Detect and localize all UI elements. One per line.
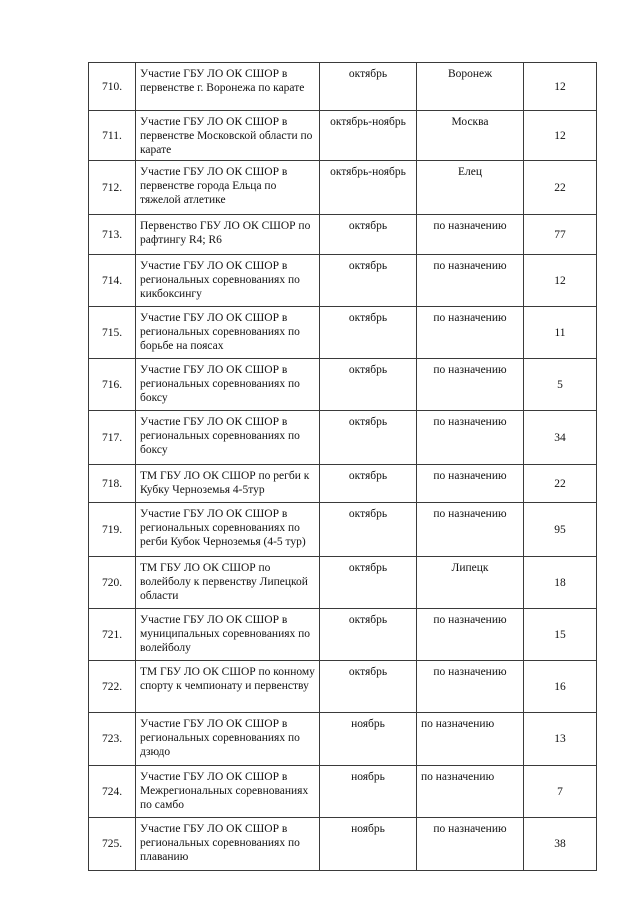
table-row: [89, 359, 597, 411]
table-row: [89, 111, 597, 161]
events-table-body: [89, 63, 597, 871]
participant-count: 11: [524, 307, 597, 359]
table-row: [89, 161, 597, 215]
participant-count: 5: [524, 359, 597, 411]
row-number: 721.: [89, 609, 136, 661]
event-month: октябрь-ноябрь: [320, 111, 417, 161]
table-row: [89, 465, 597, 503]
event-place: по назначению: [417, 766, 524, 818]
event-place: по назначению: [417, 307, 524, 359]
event-place: по назначению: [417, 359, 524, 411]
event-month: октябрь: [320, 609, 417, 661]
row-number: 722.: [89, 661, 136, 713]
event-month: октябрь-ноябрь: [320, 161, 417, 215]
event-name: Участие ГБУ ЛО ОК СШОР в первенстве г. Воронежа по карате: [136, 63, 320, 111]
event-month: ноябрь: [320, 766, 417, 818]
event-name: Участие ГБУ ЛО ОК СШОР в региональных соревнованиях по регби Кубок Черноземья (4-5 тур): [136, 503, 320, 557]
participant-count: 13: [524, 713, 597, 766]
row-number: 716.: [89, 359, 136, 411]
events-table: [88, 62, 597, 871]
row-number: 720.: [89, 557, 136, 609]
participant-count: 95: [524, 503, 597, 557]
event-place: по назначению: [417, 465, 524, 503]
participant-count: 38: [524, 818, 597, 871]
row-number: 724.: [89, 766, 136, 818]
participant-count: 77: [524, 215, 597, 255]
event-name: Участие ГБУ ЛО ОК СШОР в региональных соревнованиях по кикбоксингу: [136, 255, 320, 307]
row-number: 712.: [89, 161, 136, 215]
event-month: октябрь: [320, 661, 417, 713]
event-name: Участие ГБУ ЛО ОК СШОР в Межрегиональных соревнованиях по самбо: [136, 766, 320, 818]
participant-count: 7: [524, 766, 597, 818]
event-place: Москва: [417, 111, 524, 161]
row-number: 711.: [89, 111, 136, 161]
event-place: по назначению: [417, 503, 524, 557]
event-place: по назначению: [417, 255, 524, 307]
table-row: [89, 411, 597, 465]
participant-count: 16: [524, 661, 597, 713]
event-month: октябрь: [320, 215, 417, 255]
participant-count: 22: [524, 465, 597, 503]
row-number: 719.: [89, 503, 136, 557]
table-row: [89, 713, 597, 766]
event-month: ноябрь: [320, 818, 417, 871]
participant-count: 12: [524, 63, 597, 111]
event-month: октябрь: [320, 255, 417, 307]
table-row: [89, 661, 597, 713]
event-name: Участие ГБУ ЛО ОК СШОР в региональных соревнованиях по боксу: [136, 359, 320, 411]
row-number: 710.: [89, 63, 136, 111]
event-name: Участие ГБУ ЛО ОК СШОР в муниципальных соревнованиях по волейболу: [136, 609, 320, 661]
event-name: Участие ГБУ ЛО ОК СШОР в региональных соревнованиях по плаванию: [136, 818, 320, 871]
table-row: [89, 215, 597, 255]
event-month: октябрь: [320, 557, 417, 609]
event-place: Липецк: [417, 557, 524, 609]
event-name: ТМ ГБУ ЛО ОК СШОР по регби к Кубку Черноземья 4-5тур: [136, 465, 320, 503]
table-row: [89, 766, 597, 818]
event-name: ТМ ГБУ ЛО ОК СШОР по конному спорту к чемпионату и первенству: [136, 661, 320, 713]
table-row: [89, 307, 597, 359]
table-row: [89, 609, 597, 661]
event-place: по назначению: [417, 609, 524, 661]
event-place: по назначению: [417, 411, 524, 465]
row-number: 717.: [89, 411, 136, 465]
event-month: ноябрь: [320, 713, 417, 766]
participant-count: 22: [524, 161, 597, 215]
event-month: октябрь: [320, 307, 417, 359]
row-number: 713.: [89, 215, 136, 255]
row-number: 723.: [89, 713, 136, 766]
row-number: 714.: [89, 255, 136, 307]
event-name: Участие ГБУ ЛО ОК СШОР в региональных соревнованиях по борьбе на поясах: [136, 307, 320, 359]
participant-count: 12: [524, 255, 597, 307]
row-number: 718.: [89, 465, 136, 503]
table-row: [89, 557, 597, 609]
row-number: 715.: [89, 307, 136, 359]
table-row: [89, 818, 597, 871]
event-name: Участие ГБУ ЛО ОК СШОР в первенстве города Ельца по тяжелой атлетике: [136, 161, 320, 215]
event-month: октябрь: [320, 359, 417, 411]
event-place: по назначению: [417, 818, 524, 871]
event-name: Первенство ГБУ ЛО ОК СШОР по рафтингу R4; R6: [136, 215, 320, 255]
row-number: 725.: [89, 818, 136, 871]
participant-count: 12: [524, 111, 597, 161]
event-month: октябрь: [320, 63, 417, 111]
event-place: Елец: [417, 161, 524, 215]
event-place: по назначению: [417, 713, 524, 766]
event-name: Участие ГБУ ЛО ОК СШОР в региональных соревнованиях по боксу: [136, 411, 320, 465]
event-month: октябрь: [320, 411, 417, 465]
participant-count: 18: [524, 557, 597, 609]
event-name: Участие ГБУ ЛО ОК СШОР в первенстве Московской области по карате: [136, 111, 320, 161]
event-place: по назначению: [417, 215, 524, 255]
event-place: по назначению: [417, 661, 524, 713]
event-name: Участие ГБУ ЛО ОК СШОР в региональных соревнованиях по дзюдо: [136, 713, 320, 766]
participant-count: 34: [524, 411, 597, 465]
table-row: [89, 255, 597, 307]
table-row: [89, 63, 597, 111]
event-month: октябрь: [320, 503, 417, 557]
event-place: Воронеж: [417, 63, 524, 111]
event-name: ТМ ГБУ ЛО ОК СШОР по волейболу к первенству Липецкой области: [136, 557, 320, 609]
table-row: [89, 503, 597, 557]
participant-count: 15: [524, 609, 597, 661]
event-month: октябрь: [320, 465, 417, 503]
